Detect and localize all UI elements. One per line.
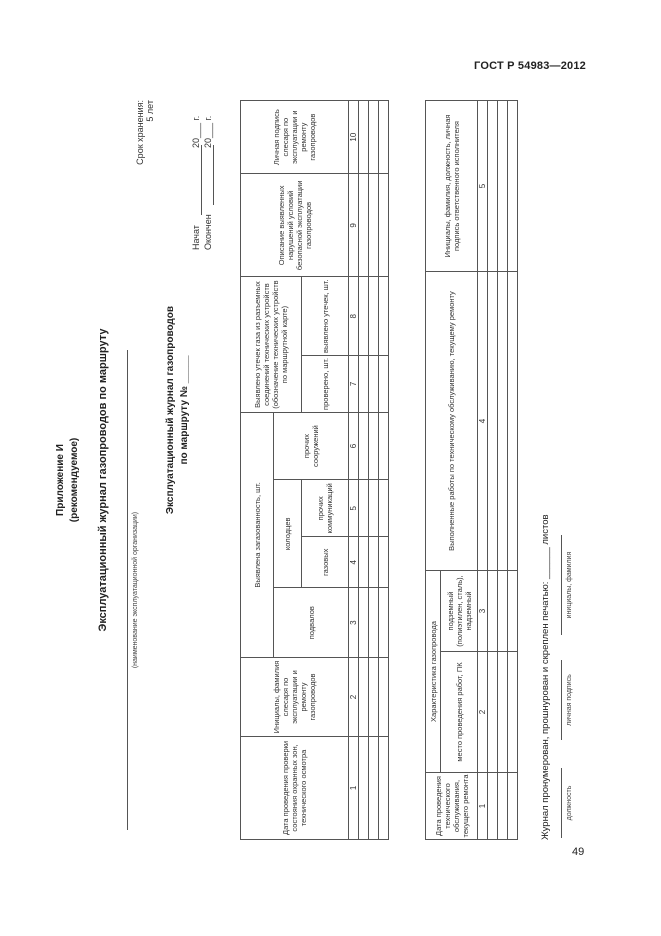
- started-year: 20___ г.: [191, 115, 201, 148]
- storage-value: 5 лет: [145, 100, 155, 122]
- group-leaks: Выявлено утечек газа из разъемных соединений технических устройств (обозначение технических устройств по маршрутной карте): [241, 277, 302, 412]
- signature-line-sign: [561, 660, 562, 740]
- num-8: 8: [349, 277, 359, 356]
- caption-name: инициалы, фамилия: [566, 551, 573, 619]
- page-number: 49: [572, 846, 585, 858]
- num-4: 4: [349, 537, 359, 588]
- num-7: 7: [349, 356, 359, 413]
- col-fitter-name: Инициалы, фамилия слесаря по эксплуатации и ремонту газопроводов: [241, 658, 349, 737]
- maintenance-table: [425, 100, 518, 840]
- org-name-line: [127, 350, 128, 830]
- caption-position: должность: [566, 785, 573, 821]
- appendix-subtitle: (рекомендуемое): [69, 437, 80, 523]
- col-date-maintenance: Дата проведения технического обслуживания, текущего ремонта: [426, 773, 478, 840]
- ended-line: [213, 145, 214, 205]
- t2-num-5: 5: [478, 101, 488, 272]
- empty-cell: [369, 736, 379, 839]
- caption-signature: личная подпись: [566, 674, 573, 726]
- col-date-inspection: Дата проведения проверки состояния охранных зон, технического осмотра: [241, 736, 349, 839]
- col-location: место проведения работ, ПК: [441, 652, 478, 773]
- col-checked: проверено, шт.: [302, 356, 349, 413]
- storage-label: Срок хранения:: [135, 100, 145, 165]
- journal-route: по маршруту № _____: [179, 355, 190, 465]
- col-signature: Личная подпись слесаря по эксплуатации и ремонту газопроводов: [241, 101, 349, 174]
- signature-line-position: [561, 768, 562, 838]
- empty-cell: [498, 773, 508, 840]
- content-canvas: [55, 100, 585, 860]
- group-gas-contamination: Выявлена загазованность, шт.: [241, 412, 274, 657]
- org-caption: (наименование эксплуатационной организации): [132, 511, 139, 669]
- standard-number: ГОСТ Р 54983—2012: [474, 60, 586, 72]
- appendix-title: Приложение И: [55, 444, 66, 516]
- inspection-table: [240, 100, 389, 840]
- footer-text: Журнал пронумерован, прошнурован и скреплен печатью: ______ листов: [540, 514, 551, 840]
- num-9: 9: [349, 174, 359, 277]
- appendix-heading: Эксплуатационный журнал газопроводов по маршруту: [97, 328, 109, 632]
- num-2: 2: [349, 658, 359, 737]
- col-executor: Инициалы, фамилия, должность, личная подпись ответственного исполнителя: [426, 101, 478, 272]
- signature-line-name: [561, 535, 562, 635]
- ended-year: 20___ г.: [203, 115, 213, 148]
- num-3: 3: [349, 588, 359, 658]
- col-works: Выполненные работы по техническому обслуживанию, текущему ремонту: [426, 272, 478, 571]
- num-5: 5: [349, 480, 359, 537]
- col-basements: подвалов: [274, 588, 349, 658]
- rotated-page-content: [55, 100, 585, 860]
- t2-num-3: 3: [478, 571, 488, 652]
- group-wells: колодцев: [274, 480, 302, 588]
- empty-cell: [359, 736, 369, 839]
- col-gas-wells: газовых: [302, 537, 349, 588]
- t2-num-1: 1: [478, 773, 488, 840]
- started-line: [201, 145, 202, 215]
- col-type: подземный (полиэтилен, сталь), надземный: [441, 571, 478, 652]
- col-found-leaks: выявлено утечек, шт.: [302, 277, 349, 356]
- journal-title: Эксплуатационный журнал газопроводов: [165, 305, 176, 515]
- num-6: 6: [349, 412, 359, 480]
- num-1: 1: [349, 736, 359, 839]
- t2-num-4: 4: [478, 272, 488, 571]
- col-other-structures: прочих сооружений: [274, 412, 349, 480]
- num-10: 10: [349, 101, 359, 174]
- col-other-comm: прочих коммуникаций: [302, 480, 349, 537]
- col-violations: Описание выявленных нарушений условий безопасной эксплуатации газопроводов: [241, 174, 349, 277]
- empty-cell: [508, 773, 518, 840]
- ended-label: Окончен: [203, 214, 213, 250]
- t2-num-2: 2: [478, 652, 488, 773]
- empty-cell: [379, 736, 389, 839]
- group-pipeline-char: Характеристика газопровода: [426, 571, 441, 773]
- started-label: Начат: [191, 225, 201, 250]
- empty-cell: [488, 773, 498, 840]
